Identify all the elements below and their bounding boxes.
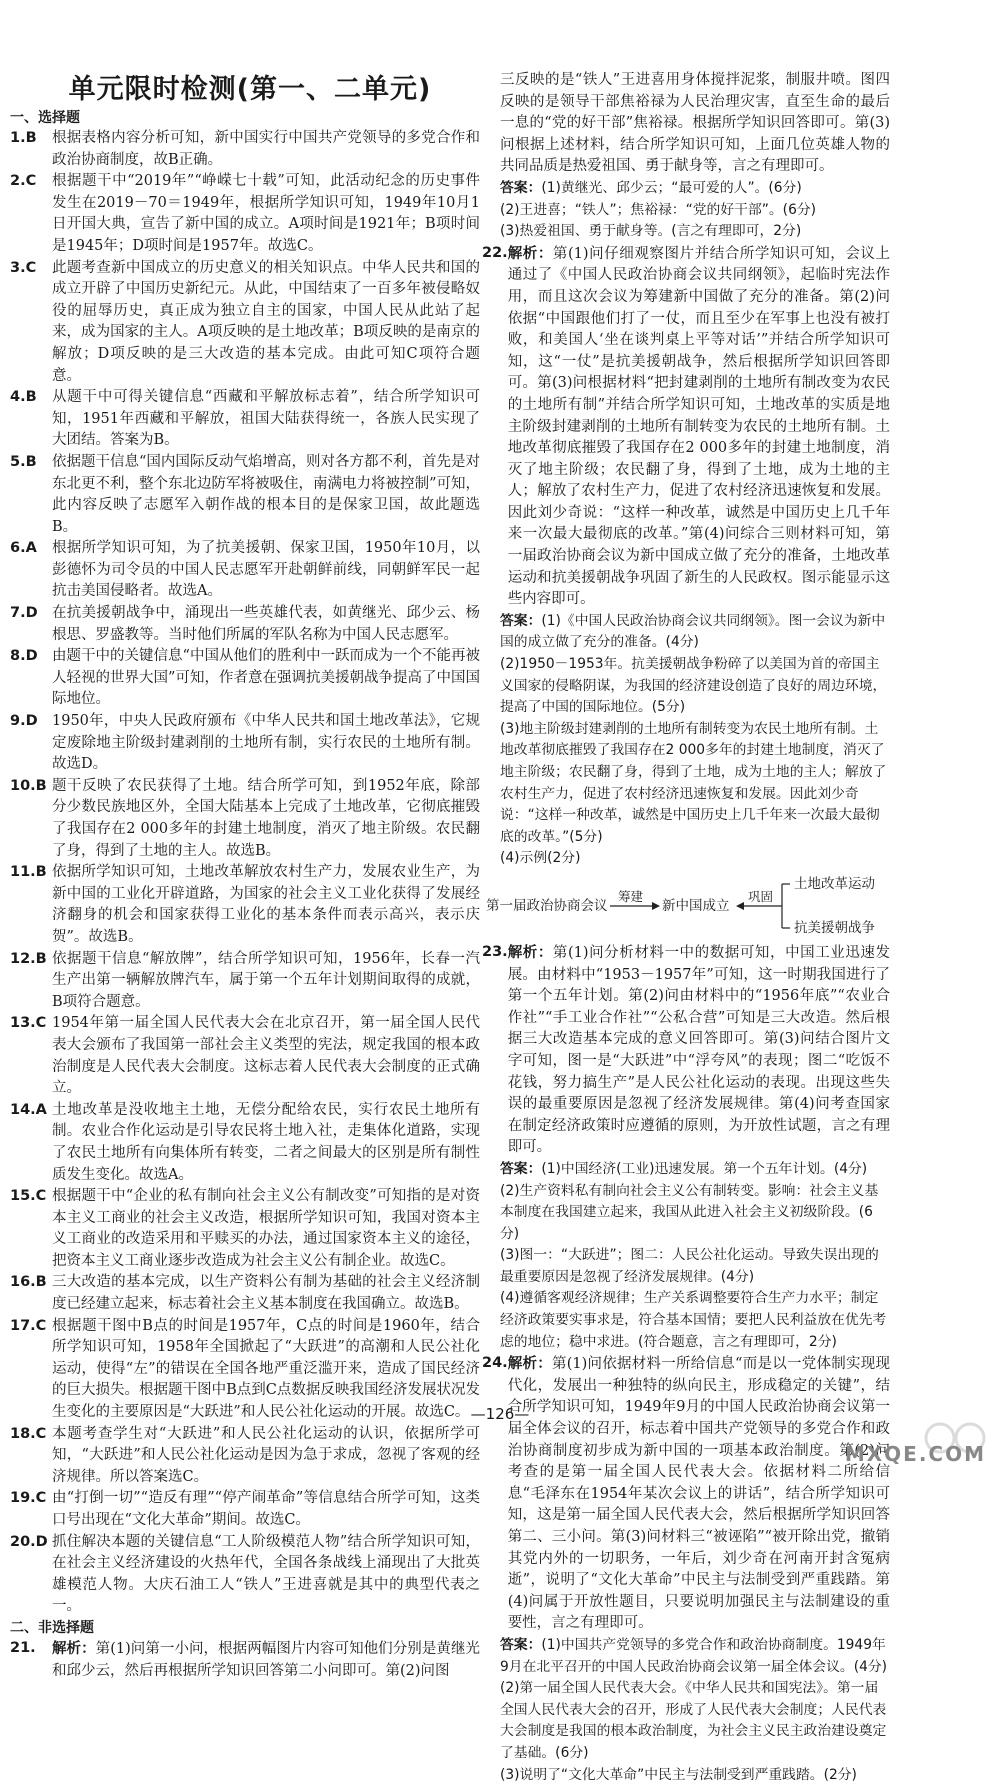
question-explanation: 土地改革是没收地主土地，无偿分配给农民，实行农民土地所有制。农业合作化运动是引导农民将土地入社，走集体化道路，实现了农民土地所有向集体所有转变，二者之间最大的区别是所有制性质发生变化。故选A。 xyxy=(52,1101,480,1183)
section-heading-choice: 一、选择题 xyxy=(10,110,80,126)
question-number: 11.B xyxy=(10,864,47,881)
analysis-text: 第(1)问依据材料一所给信息“而是以一党体制实现现代化，发展出一种独特的纵向民主，形成稳定的关键”，结合所学知识可知，1949年9月的中国人民政治协商会议第一届全体会议的召开，标志着中国共产党领导的多党合作和政治协商制度初步成为新中国的一项基本政治制度。第(2)问考查的是第一届全国人民代表大会。依据材料二所给信息“毛泽东在1954年某次会议上的讲话”，结合所学知识可知，这是第一届全国人民代表大会，然后根据所学知识回答第二、三小问。第(3)问材料三“被诬陷”“被开除出党，撤销其党内外的一切职务，一年后，刘少奇在河南开封含冤病逝”，说明了“文化大革命”中民主与法制受到严重践踏。第(4)问属于开放性题目，只要说明加强民主与法制建设的重要性，言之有理即可。 xyxy=(507,1356,890,1632)
question-number: 15.C xyxy=(10,1188,47,1205)
analysis-label: 解析： xyxy=(507,244,553,262)
question-number: 7.D xyxy=(10,605,38,622)
diagram-arrow-label-consolidate: 巩固 xyxy=(748,888,774,904)
answer-line: (3)热爱祖国、勇于献身等。(言之有理即可，2分) xyxy=(500,223,802,240)
choice-answer-item xyxy=(10,1424,480,1489)
choice-answer-item xyxy=(10,711,480,776)
question-number: 12.B xyxy=(10,950,47,967)
right-column xyxy=(482,70,890,1786)
question-21-analysis-continued: 三反映的是“铁人”王进喜用身体搅拌泥浆，制服井喷。图四反映的是领导干部焦裕禄为人民治理灾害，直至生命的最后一息的“党的好干部”焦裕禄。根据所学知识回答即可。第(3)问根据上述材料，结合所学知识可知，上面几位英雄人物的共同品质是热爱祖国、勇于献身等，言之有理即可。 xyxy=(500,72,890,175)
page-number: —126— xyxy=(470,1405,530,1423)
choice-answer-item xyxy=(10,776,480,862)
question-22-analysis xyxy=(482,243,890,611)
question-23-analysis xyxy=(482,942,890,1159)
question-explanation: 根据所学知识可知，为了抗美援朝、保家卫国，1950年10月，以彭德怀为司令员的中国人民志愿军开赴朝鲜前线，同朝鲜军民一起抗击美国侵略者。故选A。 xyxy=(52,540,480,600)
question-explanation: 由“打倒一切”“造反有理”“停产闹革命”等信息结合所学可知，这类口号出现在“文化大革命”期间。故选C。 xyxy=(52,1490,480,1528)
question-explanation: 抓住解决本题的关键信息“工人阶级模范人物”结合所学知识可知，在社会主义经济建设的火热年代，全国各条战线上涌现出了大批英雄模范人物。大庆石油工人“铁人”王进喜就是其中的典型代表之一。 xyxy=(52,1533,480,1615)
question-explanation: 根据表格内容分析可知，新中国实行中国共产党领导的多党合作和政治协商制度，故B正确。 xyxy=(52,130,480,168)
page-title: 单元限时检测(第一、二单元) xyxy=(68,74,432,105)
question-explanation: 此题考查新中国成立的历史意义的相关知识点。中华人民共和国的成立开辟了中国历史新纪元。从此，中国结束了一百多年被侵略奴役的屈辱历史，真正成为独立自主的国家，中国人民从此站了起来，成为国家的主人。A项反映的是土地改革；B项反映的是南京的解放；D项反映的是三大改造的基本完成。由此可知C项符合题意。 xyxy=(52,259,480,384)
choice-answer-item xyxy=(10,258,480,388)
analysis-label: 解析： xyxy=(507,1355,552,1373)
left-column xyxy=(10,74,480,1682)
choice-answer-item xyxy=(10,387,480,452)
diagram-node-korean-war: 抗美援朝战争 xyxy=(794,919,875,936)
answer-line: (1)黄继光、邱少云；“最可爱的人”。(6分) xyxy=(541,179,802,196)
answer-line: (2)王进喜；“铁人”；焦裕禄：“党的好干部”。(6分) xyxy=(500,201,817,218)
answer-line: (3)地主阶级封建剥削的土地所有制转变为农民土地所有制。土地改革彻底摧毁了我国存在2 000多年的封建土地制度，消灭了地主阶级；农民翻了身，得到了土地，成为土地的主人；解放了农村生产力，促进了农村经济迅速恢复和发展。因此刘少奇说：“这样一种改革，诚然是中国历史上几千年来一次最大最彻底的改革。”(5分) xyxy=(500,720,887,845)
question-number: 5.B xyxy=(10,453,37,470)
question-number: 1.B xyxy=(10,130,37,146)
question-number: 18.C xyxy=(10,1425,47,1442)
question-number: 8.D xyxy=(10,648,38,665)
answer-line: (4)遵循客观经济规律；生产关系调整要符合生产力水平；制定经济政策要实事求是，符合基本国情；要把人民利益放在优先考虑的地位；稳中求进。(符合题意，言之有理即可，2分) xyxy=(500,1290,887,1350)
question-explanation: 依据所学知识可知，土地改革解放农村生产力，发展农业生产，为新中国的工业化开辟道路，为国家的社会主义工业化获得了发展经济翻身的机会和国家获得工业化的基本条件而表示高兴，表示庆贺”。故选B。 xyxy=(52,864,480,945)
answer-line: (3)图一：“大跃进”；图二：人民公社化运动。导致失误出现的最重要原因是忽视了经济发展规律。(4分) xyxy=(500,1247,879,1285)
question-explanation: 三大改造的基本完成，以生产资料公有制为基础的社会主义经济制度已经建立起来，标志着社会主义基本制度在我国确立。故选B。 xyxy=(52,1274,480,1313)
question-number: 23. xyxy=(482,943,508,960)
answer-line: (3)说明了“文化大革命”中民主与法制受到严重践踏。(2分) xyxy=(500,1766,857,1783)
answer-label: 答案： xyxy=(500,1636,542,1653)
question-number: 14.A xyxy=(10,1101,47,1118)
choice-answer-item xyxy=(10,171,480,257)
analysis-text: 第(1)问第一小问，根据两幅图片内容可知他们分别是黄继光和邱少云，然后再根据所学知识回答第二小问即可。第(2)问图 xyxy=(52,1640,480,1679)
question-number: 6.A xyxy=(10,540,37,557)
diagram-arrow-label-build: 筹建 xyxy=(618,888,644,904)
question-number: 9.D xyxy=(10,713,38,730)
answer-line: (1)《中国人民政治协商会议共同纲领》。图一会议为新中国的成立做了充分的准备。(4分) xyxy=(500,612,886,651)
choice-answer-item xyxy=(10,1013,480,1099)
choice-answer-item xyxy=(10,1488,480,1531)
analysis-label: 解析： xyxy=(507,943,553,961)
answer-label: 答案： xyxy=(500,1160,542,1177)
question-21-answer xyxy=(482,178,890,243)
choice-answer-item xyxy=(10,1100,480,1186)
question-explanation: 依据题干信息“解放牌”，结合所学知识可知，1956年，长春一汽生产出第一辆解放牌汽车，属于第一个五年计划期间取得的成就，B项符合题意。 xyxy=(52,950,480,1010)
question-explanation: 在抗美援朝战争中，涌现出一些英雄代表，如黄继光、邱少云、杨根思、罗盛教等。当时他们所属的军队名称为中国人民志愿军。 xyxy=(52,605,480,643)
choice-answer-item xyxy=(10,603,480,646)
question-explanation: 由题干中的关键信息“中国从他们的胜利中一跃而成为一个不能再被人轻视的世界大国”可知，作者意在强调抗美援朝战争提高了中国国际地位。 xyxy=(52,648,480,708)
question-number: 24. xyxy=(482,1355,508,1372)
choice-answer-item xyxy=(10,1186,480,1272)
question-23-answer xyxy=(482,1159,890,1353)
answer-label: 答案： xyxy=(500,179,542,196)
question-number: 17.C xyxy=(10,1317,47,1334)
section-heading-nonchoice: 二、非选择题 xyxy=(10,1619,94,1636)
multiple-choice-list xyxy=(10,128,480,1618)
question-number: 4.B xyxy=(10,389,37,406)
flow-diagram xyxy=(482,874,890,938)
question-24-analysis xyxy=(482,1353,890,1635)
question-number: 3.C xyxy=(10,259,37,276)
question-explanation: 1950年，中央人民政府颁布《中华人民共和国土地改革法》，它规定废除地主阶级封建剥削的土地所有制，实行农民的土地所有制。故选D。 xyxy=(52,713,480,773)
choice-answer-item xyxy=(10,1532,480,1618)
diagram-node-land-reform: 土地改革运动 xyxy=(794,875,875,892)
question-explanation: 从题干中可得关键信息“西藏和平解放标志着”，结合所学知识可知，1951年西藏和平解放，祖国大陆获得统一，各族人民实现了大团结。答案为B。 xyxy=(52,389,480,449)
question-number: 16.B xyxy=(10,1274,47,1291)
choice-answer-item xyxy=(10,949,480,1014)
question-explanation: 1954年第一届全国人民代表大会在北京召开，第一届全国人民代表大会颁布了我国第一部社会主义类型的宪法，规定我国的根本政治制度是人民代表大会制度。这标志着人民代表大会制度的正式确立。 xyxy=(52,1015,480,1097)
question-explanation: 依据题干信息“国内国际反动气焰增高，则对各方都不利，首先是对东北更不利，整个东北边防军将被吸住，南满电力将被控制”可知，此内容反映了志愿军入朝作战的根本目的是保家卫国，故此题选B。 xyxy=(52,453,480,535)
analysis-text: 第(1)问分析材料一中的数据可知，中国工业迅速发展。由材料中“1953－1957年”可知，这一时期我国进行了第一个五年计划。第(2)问由材料中的“1956年底”“农业合作社”“手工业合作社”“公私合营”可知是三大改造。然后根据三大改造基本完成的意义回答即可。第(3)问结合图片文字可知，图一是“大跃进”中“浮夸风”的表现；图二“吃饭不花钱，努力搞生产”是人民公社化运动的表现。出现这些失误的最重要原因是忽视了经济发展规律。第(4)问考查国家在制定经济政策时应遵循的原则，为开放性试题，言之有理即可。 xyxy=(507,944,891,1156)
question-24-answer xyxy=(482,1635,890,1786)
analysis-label: 解析： xyxy=(52,1639,96,1657)
diagram-node-prc-founding: 新中国成立 xyxy=(662,897,730,914)
choice-answer-item xyxy=(10,862,480,948)
question-number: 21. xyxy=(10,1639,36,1656)
question-number: 19.C xyxy=(10,1490,47,1507)
question-explanation: 根据题干中“企业的私有制向社会主义公有制改变”可知指的是对资本主义工商业的社会主义改造，根据所学知识可知，我国对资本主义工商业的改造采用和平赎买的办法，通过国家资本主义的途径，把资本主义工商业逐步改造成为社会主义公有制企业。故选C。 xyxy=(52,1188,480,1269)
question-number: 10.B xyxy=(10,777,47,794)
answer-line: (4)示例(2分) xyxy=(500,850,581,867)
answer-line: (1)中国共产党领导的多党合作和政治协商制度。1949年9月在北平召开的中国人民政治协商会议第一届全体会议。(4分) xyxy=(500,1636,888,1675)
answer-line: (1)中国经济(工业)迅速发展。第一个五年计划。(4分) xyxy=(541,1160,868,1177)
question-explanation: 根据题干中“2019年”“峥嵘七十载”可知，此活动纪念的历史事件发生在2019－70＝1949年，根据所学知识可知，1949年10月1日开国大典，宣告了新中国的成立。A项时间是1921年；B项时间是1945年；D项时间是1957年。故选C。 xyxy=(52,173,480,254)
question-22-answer xyxy=(482,611,890,870)
question-explanation: 题干反映了农民获得了土地。结合所学可知，到1952年底，除部分少数民族地区外，全国大陆基本上完成了土地改革，它彻底摧毁了我国存在2 000多年的封建土地制度，消灭了地主阶级。农民翻了身，得到了土地的主人。故选B。 xyxy=(52,777,480,859)
choice-answer-item xyxy=(10,646,480,711)
choice-answer-item xyxy=(10,1272,480,1315)
answer-line: (2)生产资料私有制向社会主义公有制转变。影响：社会主义基本制度在我国建立起来，我国从此进入社会主义初级阶段。(6分) xyxy=(500,1182,879,1242)
answer-label: 答案： xyxy=(500,612,542,629)
choice-answer-item xyxy=(10,128,480,171)
question-21-analysis xyxy=(10,1638,480,1682)
question-explanation: 本题考查学生对“大跃进”和人民公社化运动的认识，依据所学可知，“大跃进”和人民公社化运动是因为急于求成，忽视了客观的经济规律。所以答案选C。 xyxy=(52,1425,480,1485)
choice-answer-item xyxy=(10,538,480,603)
question-number: 13.C xyxy=(10,1015,47,1032)
analysis-text: 第(1)问仔细观察图片并结合所学知识可知，会议上通过了《中国人民政治协商会议共同纲领》，起临时宪法作用，而且这次会议为筹建新中国做了充分的准备。第(2)问依据“中国跟他们打了一仗，而且至少在军事上也没有被打败，和美国人‘坐在谈判桌上平等对话’”并结合所学知识可知，这“一仗”是抗美援朝战争，然后根据所学知识回答即可。第(3)问根据材料“把封建剥削的土地所有制改变为农民的土地所有制”并结合所学知识可知，土地改革的实质是地主阶级封建剥削的土地所有制转变为农民的土地所有制。土地改革彻底摧毁了我国存在2 000多年的封建土地制度，消灭了地主阶级；农民翻了身，得到了土地，成为土地的主人；解放了农村生产力，促进了农村经济迅速恢复和发展。因此刘少奇说：“这样一种改革，诚然是中国历史上几千年来一次最大最彻底的改革。”第(4)问综合三则材料可知，第一届政治协商会议为新中国成立做了充分的准备，土地改革运动和抗美援朝战争巩固了新生的人民政权。图示能显示这些内容即可。 xyxy=(507,245,891,608)
watermark-text: MXQE.COM xyxy=(844,1442,986,1466)
diagram-node-conference: 第一届政治协商会议 xyxy=(486,897,608,914)
answer-line: (2)1950－1953年。抗美援朝战争粉碎了以美国为首的帝国主义国家的侵略阴谋，为我国的经济建设创造了良好的周边环境，提高了中国的国际地位。(5分) xyxy=(500,656,887,716)
question-number: 20.D xyxy=(10,1533,48,1550)
choice-answer-item xyxy=(10,452,480,538)
question-number: 2.C xyxy=(10,173,37,190)
question-explanation: 根据题干图中B点的时间是1957年，C点的时间是1960年，结合所学知识可知，1958年全国掀起了“大跃进”的高潮和人民公社化运动，使得“左”的错误在全国各地严重泛滥开来，造成了国民经济的巨大损失。根据题干图中B点到C点数据反映我国经济发展状况发生变化的主要原因是“大跃进”和人民公社化运动的开展。故选C。 xyxy=(52,1317,480,1421)
answer-line: (2)第一届全国人民代表大会。《中华人民共和国宪法》。第一届全国人民代表大会的召开，形成了人民代表大会制度；人民代表大会制度是我国的根本政治制度，为社会主义民主政治建设奠定了基础。(6分) xyxy=(500,1680,887,1761)
question-number: 22. xyxy=(482,244,508,261)
